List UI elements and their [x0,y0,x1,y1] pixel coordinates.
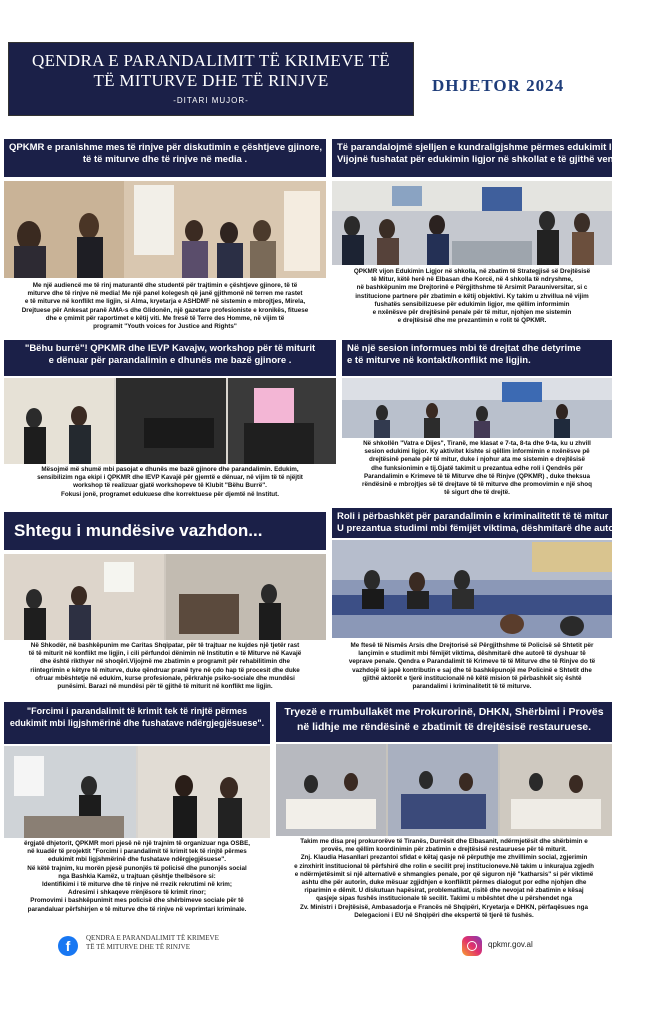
photo-school-session [342,378,612,438]
section-title-gender-media [4,139,326,177]
text-line: punësimi. Barazi në mundësi për të gjithë të miturit në konflikt me ligjin. [57,683,273,691]
text-line: e drejtësisë dhe me prezantimin e rolit të QPKMR. [397,317,547,325]
section-text-legal-education [332,268,612,334]
page-title-line2: TË MITURVE DHE TË RINJVE [93,71,329,90]
section-title-line: QPKMR e pranishme mes të rinjve për diskutimin e çështjeve gjinore, [9,142,323,153]
section-title-legal-education [332,139,623,177]
text-line: gjithë aktorët e tjerë institucionalë në këtë mision të përbashkët siç është [362,674,582,682]
text-line: provës, me qëllim koordinimin për zbatimin e drejtësisë restauruese për të miturit. [321,846,567,854]
text-line: QPKMR vijon Edukimin Ligjor në shkolla, në zbatim të Strategjisë së Drejtësisë [353,268,591,275]
photo-study-launch [332,540,612,638]
text-line: e nxënësve për drejtësinë penale për të mitur, njohjen me sistemin [372,309,572,317]
photo-roundtable [276,744,612,836]
section-title-line: edukimit mbi ligjshmërinë dhe fushatave ndërgjegjësuese". [9,718,265,728]
section-title-line: Të parandalojmë sjelljen e kundraligjshme përmes edukimit ligj [337,142,623,153]
footer-website[interactable]: qpkmr.gov.al [488,940,533,949]
text-line: Në Shkodër, në bashkëpunim me Caritas Shqipatar, për të trajtuar ne kujdes një tjetër rast [30,642,300,649]
section-title-line: Vijojnë fushatat për edukimin ligjor në shkollat e të gjithë vend [337,154,620,165]
photo-shkoder-meeting [4,554,326,640]
section-title-line: "Forcimi i parandalimit të krimit tek të rinjtë përmes [26,706,248,716]
section-title-line: Shtegu i mundësive vazhdon... [14,521,263,540]
text-line: Në shkollën "Vatra e Dijes", Tiranë, me klasat e 7-ta, 8-ta dhe 9-ta, ku u zhvill [363,440,591,447]
text-line: dhe e çmimit për raportimet e këtij viti. Me fresë të Terre des Homme, në vijim të [45,314,285,322]
text-line: veprave penale. Qendra e Parandalimit të Krimeve të të Miturve dhe të Rinjve do të [348,658,596,666]
photo-school-classroom [332,181,612,265]
text-line: vazhdojë të japë kontributin e saj dhe të bashkëpunojë me Policinë e Shtetit dhe [352,666,592,674]
text-line: ërgjatë dhjetorit, QPKMR mori pjesë në një trajnim të organizuar nga OSBE, [23,840,251,847]
section-title-line: e të miturve në kontakt/konflikt me ligjin. [347,355,531,366]
text-line: dhe është rikthyer në shoqëri.Vijojmë me zbatimin e programit për rehabilitimin dhe [39,658,291,666]
text-line: Zv. Ministri i Drejtësisë, Ambasadorja e Francës në Shqipëri, Kryetarja e DHKN, përfaqësues nga [299,903,588,911]
text-line: parandalimi i kriminalitetit të të miturve. [412,683,532,691]
text-line: rëndësinë e mbrojtjes së të drejtave të të miturve dhe promovimin e një shoq [362,481,592,489]
text-line: Në këtë trajnim, ku morën pjesë punonjës të policisë dhe punonjës social [27,864,247,872]
text-line: drejtësinë penale për të mitur, duke i njohur ata me sistemin e drejtësisë [369,456,585,464]
facebook-icon[interactable]: f [58,936,78,956]
text-line: të të miturit në konflikt me ligjin, i cili përfundoi dënimin në Institutin e të Miturve në Kavajë [28,650,302,658]
text-line: të Mitur, këtë herë në Elbasan dhe Korcë, në 4 shkolla të ndryshme, [371,276,573,284]
text-line: Fokusi jonë, programet edukuese dhe korrektuese për djemtë në Institut. [61,490,279,498]
text-line: qasjeje sipas fushës institucionale të secilit. Takimi u mbështet dhe u përshendet nga [315,895,573,903]
page-subtitle: -DITARI MUJOR- [173,96,249,105]
text-line: Parandalimin e Krimeve të të Miturve dhe të Rinjve (QPKMR) , duke theksua [363,472,591,480]
text-line: riintegrimin e këtyre të miturve, duke qëndruar pranë tyre në çdo hap të procesit dhe duke [30,666,300,674]
text-line: parandaluar përfshirjen e të miturve dhe të rinjve në veprimtari kriminale. [27,905,247,913]
section-title-osce-training [4,702,270,744]
text-line: sesion edukimi ligjor. Ky aktivitet kishte si qëllim informimin e nxënësve pë [364,448,590,456]
text-line: Me një audiencë me të rinj maturantë dhe studentë për trajtimin e çështjeve gjinore, të të [32,282,298,289]
text-line: workshop të realizuar gjatë workshopeve të Klubit "Bëhu Burrë". [73,482,267,490]
text-line: në kuadër të projektit "Forcimi i parandalimit të krimit tek të rinjtë përmes [27,848,247,856]
text-line: institucione partnere për zbatimin e këtij objektivi. Ky takim u zhvillua në vijim [355,292,589,300]
text-line: dhe funksionimin e tij.Gjatë takimit u prezantua edhe roli i Qendrës për [371,464,583,472]
section-title-line: e dënuar për parandalimin e dhunës me bazë gjinore . [48,355,292,366]
section-title-workshop [4,340,336,376]
section-text-roundtable [276,838,612,928]
photo-workshop [4,378,336,464]
text-line: miturve dhe të rinjve në media! Me një panel kolegesh që janë gjithmonë në terren me rastet [27,290,303,298]
text-line: Adresimi i shkaqeve rrënjësore të krimit rinor; [68,889,206,897]
footer-org-name [86,934,256,952]
text-line: edukimit mbi ligjshmërinë dhe fushatave ndërgjegjësuese". [48,856,226,864]
section-title-line: Roli i përbashkët për parandalimin e kriminalitetit të të mitur [337,511,609,522]
section-text-workshop [4,466,336,502]
section-title-line: U prezantua studimi mbi fëmijët viktima, dëshmitarë dhe autorë të dyshua [337,523,670,534]
section-title-line: Në një sesion informues mbi të drejtat dhe detyrime [347,343,581,354]
section-title-roundtable [276,702,612,742]
text-line: riparimin e dëmit. U diskutuan hapësirat, problematikat, risitë dhe nevojat në zbatimin e kësaj [304,887,584,895]
section-text-opportunities [4,642,326,698]
section-title-joint-role [332,508,670,538]
text-line: ofruar mbështetje në edukim, kurse profesionale, përkrahje psiko-sociale dhe mundësi [35,674,295,682]
text-line: Takim me disa prej prokurorëve të Tiranës, Durrësit dhe Elbasanit, ndërmjetësit dhe shërbimin e [300,838,588,845]
text-line: Delegacioni i EU në Shqipëri dhe ekspertë të tjerë të fushës. [354,911,534,919]
text-line: të sigurt dhe të drejtë. [444,489,510,497]
footer-org-line: QENDRA E PARANDALIMIT TË KRIMEVE [86,934,219,942]
section-title-information-session [342,340,612,376]
section-title-opportunities [4,512,326,550]
text-line: ashtu dhe për autorin, duke mësuar zgjidhjen e konfliktit përmes dialogut por edhe njohjen dhe [301,879,587,887]
text-line: lançimin e studimit mbi fëmijët viktima, dëshmitarë dhe autorë të dyshuar të [358,650,586,658]
text-line: Znj. Klaudia Hasanllari prezantoi sfidat e këtaj qasje në përputhje me zhvillimin social, zgjerimin [300,854,588,862]
text-line: Mësojmë më shumë mbi pasojat e dhunës me bazë gjinore dhe parandalimin. Edukim, [41,466,299,473]
text-line: e të miturve në konflikt me ligjin, si Alma, kryetarja e ASHDMF në sistemin e mbrojtjes, Mirela, [24,298,306,306]
text-line: e zinxhirit institucional të përfshirë dhe rolin e secilit prej institucioneve.Në takim u inkurajua zgjedh [294,862,594,870]
page-title-banner [8,42,414,116]
section-title-line: Tryezë e rrumbullakët me Prokurorinë, DHKN, Shërbimi i Provës [284,706,604,718]
instagram-icon[interactable] [462,936,482,956]
section-text-joint-role [332,642,612,698]
text-line: në bashkëpunim me Drejtorinë e Përgjithshme të Arsimit Parauniversitar, si c [356,284,588,292]
footer-org-line: TË TË MITURVE DHE TË RINJVE [86,943,190,951]
photo-osce-training [4,746,270,838]
issue-date: DHJETOR 2024 [432,76,565,95]
section-title-line: në lidhje me rëndësinë e zbatimit të drejtësisë restauruese. [296,721,592,733]
section-text-osce-training [4,840,270,920]
text-line: e ndërmjetësimit si një alternativë e shmangies penale, por që siguron një "katharsis" si për viktimë [294,870,594,878]
text-line: Drejtuese për Ankesat pranë AMA-s dhe Glidonën, një gazetare profesioniste e kronikës, fituese [21,306,309,314]
text-line: fushatës sensibilizuese për edukimin ligjor, me qëllim informimin [374,300,570,308]
section-title-line: "Bëhu burrë"! QPKMR dhe IEVP Kavajw, workshop për të miturit [24,343,316,354]
text-line: sensibilizim nga ekipi i QPKMR dhe IEVP Kavajë për gjemtë e dënuar, në vijim të të njëjtit [37,474,303,482]
text-line: Me ftesë të Nismës Arsis dhe Drejtorisë së Përgjithshme të Policisë së Shtetit për [350,642,594,649]
page-title-line1: QENDRA E PARANDALIMIT TË KRIMEVE TË [32,51,390,70]
section-text-information-session [342,440,612,502]
text-line: nga Bashkia Kamëz, u trajtuan çështje thelbësore si: [58,872,216,880]
text-line: Promovimi i bashkëpunimit mes policisë dhe shërbimeve sociale për të [30,897,244,905]
section-text-gender-media [4,282,326,334]
section-title-line: të të miturve dhe të rinjve në media . [82,154,248,165]
photo-panel-discussion [4,181,326,278]
text-line: Identifikimi i të miturve dhe të rinjve në rrezik rekrutimi në krim; [41,881,232,889]
text-line: programit "Youth voices for Justice and Rights" [93,323,237,331]
